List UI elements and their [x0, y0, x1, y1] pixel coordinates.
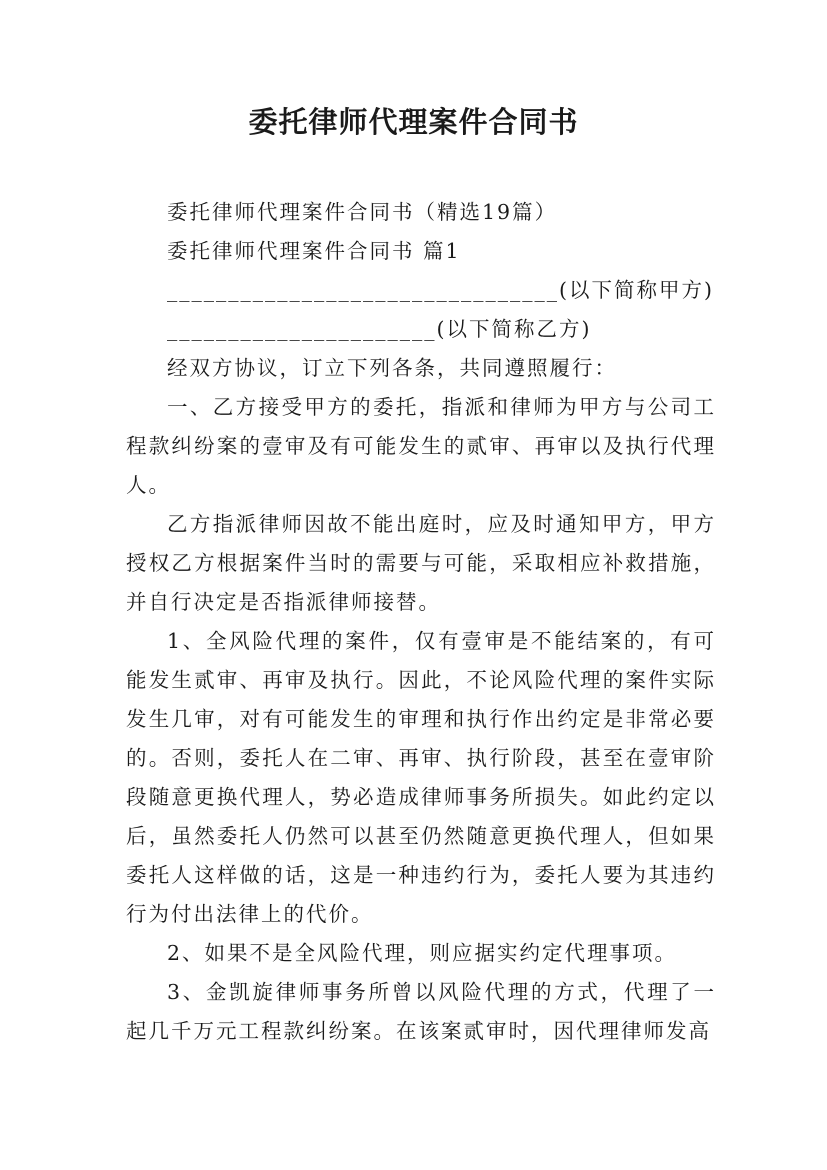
paragraph-agreement-intro: 经双方协议，订立下列各条，共同遵照履行： — [167, 356, 617, 380]
paragraph-note-3: 3、金凯旋律师事务所曾以风险代理的方式，代理了一起几千万元工程款纠纷案。在该案贰审时，因代理律师发高 — [126, 980, 716, 1043]
paragraph-note-1: 1、全风险代理的案件，仅有壹审是不能结案的，有可能发生贰审、再审及执行。因此，不论风险代理的案件实际发生几审，对有可能发生的审理和执行作出约定是非常必要的。否则，委托人在二审、再审、执行阶段，甚至在壹审阶段随意更换代理人，势必造成律师事务所损失。如此约定以后，虽然委托人仍然可以甚至仍然随意更换代理人，但如果委托人这样做的话，这是一种违约行为，委托人要为其违约行为付出法律上的代价。 — [126, 629, 716, 926]
paragraph-section-heading: 委托律师代理案件合同书 篇1 — [167, 239, 461, 263]
paragraph-note-2: 2、如果不是全风险代理，则应据实约定代理事项。 — [167, 941, 678, 965]
paragraph-clause-substitute: 乙方指派律师因故不能出庭时，应及时通知甲方，甲方授权乙方根据案件当时的需要与可能，采取相应补救措施，并自行决定是否指派律师接替。 — [126, 512, 716, 614]
paragraph-party-b: ______________________(以下简称乙方) — [167, 317, 592, 341]
document-body — [126, 193, 716, 1051]
document-title: 委托律师代理案件合同书 — [248, 105, 579, 139]
paragraph-clause-1: 一、乙方接受甲方的委托，指派和律师为甲方与公司工程款纠纷案的壹审及有可能发生的贰审、再审以及执行代理人。 — [126, 395, 716, 497]
paragraph-party-a: ________________________________(以下简称甲方) — [167, 278, 714, 302]
paragraph-subtitle: 委托律师代理案件合同书（精选19篇） — [167, 200, 558, 224]
